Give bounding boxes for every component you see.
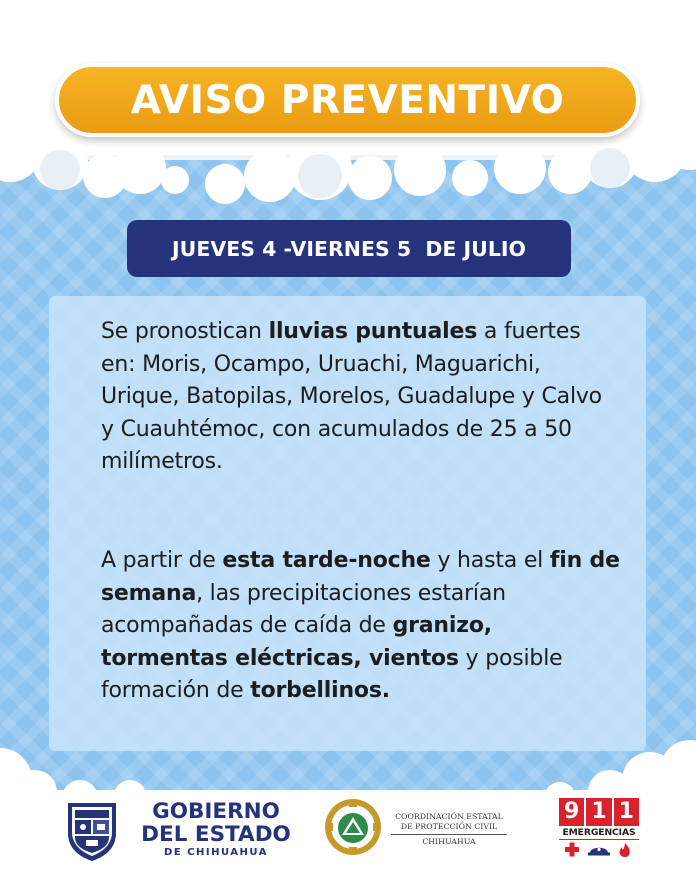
pc-line1: COORDINACIÓN ESTATAL <box>395 812 503 821</box>
gob-line1: GOBIERNO <box>152 799 280 824</box>
digit-1: 9 <box>559 798 584 826</box>
civil-protection-wordmark <box>385 812 513 847</box>
para2-seg-1: esta tarde-noche <box>222 548 431 573</box>
para2-seg-7: torbellinos. <box>250 678 390 703</box>
gob-line2: DEL ESTADO <box>141 822 291 847</box>
pc-divider <box>391 834 507 835</box>
emergency-icons <box>559 842 639 860</box>
para1-seg-0: Se pronostican <box>101 319 269 344</box>
para2-seg-2: y hasta el <box>430 548 550 573</box>
police-cap-icon <box>588 848 610 856</box>
digit-2: 1 <box>586 798 611 826</box>
date-text: JUEVES 4 -VIERNES 5 DE JULIO <box>172 236 526 261</box>
gob-line3: DE CHIHUAHUA <box>164 847 268 858</box>
para1-seg-1: lluvias puntuales <box>268 319 478 344</box>
pc-line3: CHIHUAHUA <box>422 837 476 846</box>
title-text: AVISO PREVENTIVO <box>130 77 565 123</box>
pc-line2: DE PROTECCIÓN CIVIL <box>400 822 498 831</box>
red-cross-icon <box>565 843 579 857</box>
para2-seg-5: granizo, tormentas eléctricas, vientos <box>101 613 492 671</box>
para2-seg-6: y posible formación de <box>101 645 563 703</box>
emergency-label: EMERGENCIAS <box>559 827 639 840</box>
hazards-paragraph <box>101 545 621 708</box>
para2-seg-4: , las precipitaciones estarían acompañadas de caída de <box>101 580 506 638</box>
digit-3: 1 <box>614 798 639 826</box>
para2-seg-3: fin de semana <box>101 548 620 606</box>
civil-protection-emblem-icon <box>323 797 383 857</box>
forecast-paragraph <box>101 316 621 479</box>
para2-seg-0: A partir de <box>101 548 223 573</box>
date-banner <box>127 220 571 277</box>
fire-icon <box>620 843 630 857</box>
state-government-wordmark <box>131 800 301 858</box>
emergency-digits <box>559 798 639 826</box>
para1-seg-2: a fuertes en: Moris, Ocampo, Uruachi, Maguarichi, Urique, Batopilas, Morelos, Guadalupe y Calvo y Cuauhtémoc, con acumulados de 25 a 50 milímetros. <box>101 319 602 474</box>
emergency-911-logo <box>559 798 639 861</box>
state-shield-icon <box>64 799 120 862</box>
title-banner <box>55 63 640 137</box>
